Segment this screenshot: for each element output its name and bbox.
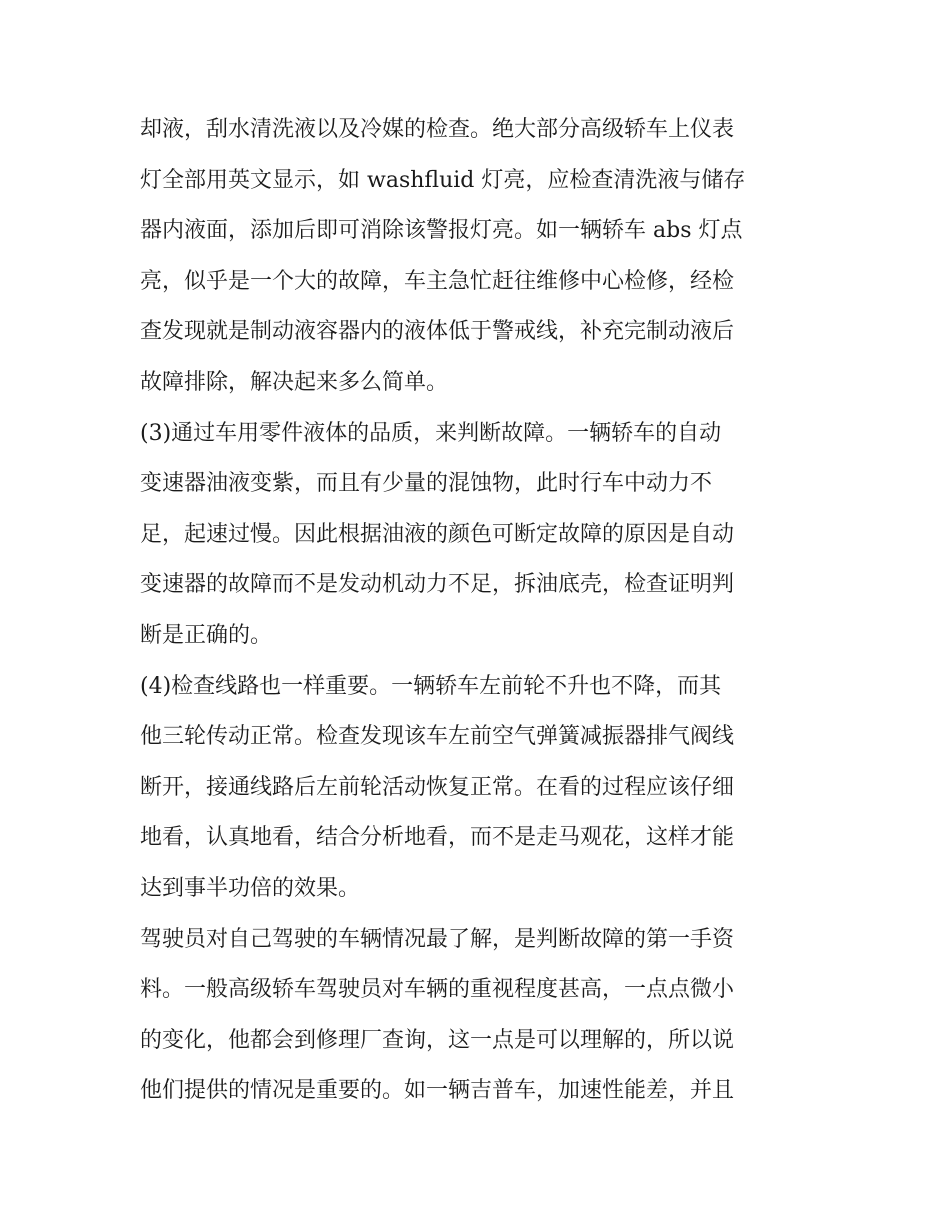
text-line: 器内液面，添加后即可消除该警报灯亮。如一辆轿车 abs 灯点: [140, 218, 743, 244]
text-line: 他们提供的情况是重要的。如一辆吉普车，加速性能差，并且: [140, 1078, 735, 1104]
text-line: 灯全部用英文显示，如 washfluid 灯亮，应检查清洗液与储存: [140, 167, 746, 193]
text-line: 他三轮传动正常。检查发现该车左前空气弹簧减振器排气阀线: [140, 724, 735, 750]
text-line: 却液，刮水清洗液以及冷媒的检查。绝大部分高级轿车上仪表: [140, 117, 735, 142]
text-line: 变速器的故障而不是发动机动力不足，拆油底壳，检查证明判: [140, 572, 735, 598]
text-line: 料。一般高级轿车驾驶员对车辆的重视程度甚高，一点点微小: [140, 977, 735, 1003]
text-line: 驾驶员对自己驾驶的车辆情况最了解，是判断故障的第一手资: [140, 926, 735, 952]
text-line: 地看，认真地看，结合分析地看，而不是走马观花，这样才能: [140, 825, 735, 851]
text-line: 达到事半功倍的效果。: [140, 875, 361, 901]
text-line: 变速器油液变紫，而且有少量的混蚀物，此时行车中动力不: [140, 471, 713, 497]
text-line: 足，起速过慢。因此根据油液的颜色可断定故障的原因是自动: [140, 521, 735, 547]
text-line: (4)检查线路也一样重要。一辆轿车左前轮不升也不降，而其: [140, 673, 722, 699]
text-line: 亮，似乎是一个大的故障，车主急忙赶往维修中心检修，经检: [140, 268, 735, 294]
text-line: (3)通过车用零件液体的品质，来判断故障。一辆轿车的自动: [140, 420, 722, 446]
text-line: 查发现就是制动液容器内的液体低于警戒线，补充完制动液后: [140, 319, 735, 345]
text-line: 断是正确的。: [140, 622, 273, 648]
text-line: 断开，接通线路后左前轮活动恢复正常。在看的过程应该仔细: [140, 774, 735, 800]
text-line: 故障排除，解决起来多么简单。: [140, 369, 449, 395]
body-text: [140, 105, 820, 1117]
text-line: 的变化，他都会到修理厂查询，这一点是可以理解的，所以说: [140, 1027, 735, 1053]
